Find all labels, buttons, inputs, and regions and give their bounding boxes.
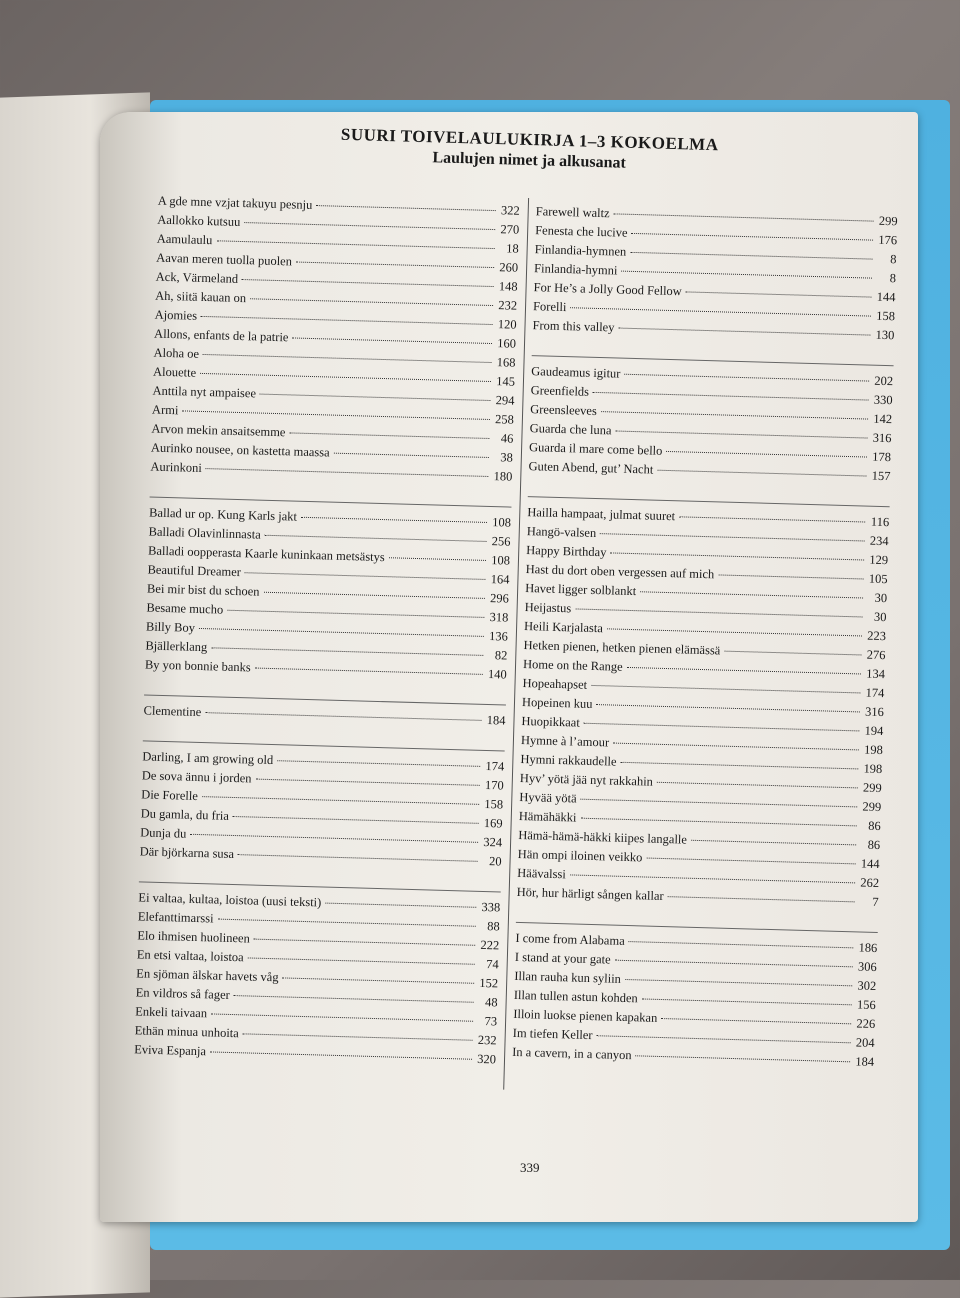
- song-title: Hör, hur härligt sången kallar: [516, 884, 664, 904]
- song-title: Eviva Espanja: [133, 1042, 207, 1059]
- page-ref: 258: [494, 412, 515, 427]
- page-ref: 144: [860, 856, 880, 872]
- song-title: Ah, siitä kauan on: [155, 288, 247, 306]
- song-title: Ajomies: [154, 307, 198, 323]
- dot-leader: [610, 552, 864, 560]
- song-title: Bei mir bist du schoen: [146, 581, 260, 599]
- song-title: Clementine: [143, 703, 202, 720]
- dot-leader: [245, 572, 486, 580]
- song-title: Aurinkoni: [150, 459, 203, 475]
- song-title: Elo ihmisen huolineen: [137, 928, 250, 946]
- song-title: Guarda il mare come bello: [528, 440, 663, 458]
- page-ref: 316: [872, 430, 892, 446]
- page-ref: 232: [498, 298, 518, 313]
- dot-leader: [657, 782, 858, 789]
- dot-leader: [679, 516, 865, 522]
- song-title: Aavan meren tuolla puolen: [156, 250, 293, 269]
- index-group: [528, 355, 893, 486]
- song-title: Där björkarna susa: [139, 844, 235, 862]
- song-title: Finlandia-hymnen: [534, 242, 627, 259]
- song-title: Guten Abend, gut’ Nacht: [528, 459, 654, 477]
- dot-leader: [242, 279, 494, 287]
- dot-leader: [625, 979, 852, 986]
- page-ref: 176: [878, 232, 898, 248]
- dot-leader: [199, 628, 484, 637]
- page-ref: 18: [505, 241, 519, 256]
- song-title: Balladi oopperasta Kaarle kuninkaan metsästys: [147, 543, 385, 565]
- page-ref: 148: [498, 279, 518, 294]
- song-title: Hämähäkki: [518, 808, 577, 825]
- dot-leader: [389, 557, 486, 561]
- song-title: Ethän minua unhoita: [134, 1023, 240, 1041]
- song-title: Alouette: [152, 364, 197, 380]
- page-ref: 184: [486, 713, 506, 728]
- page-ref: 152: [479, 975, 499, 991]
- page-ref: 320: [477, 1051, 497, 1067]
- page-ref: 8: [889, 271, 897, 286]
- page-ref: 105: [868, 571, 888, 587]
- page-ref: 86: [867, 837, 881, 853]
- page-ref: 223: [867, 628, 887, 644]
- song-title: Illan tullen astun kohden: [513, 987, 638, 1006]
- page-ref: 129: [869, 552, 889, 568]
- song-title: Aamulaulu: [156, 231, 213, 248]
- dot-leader: [627, 667, 861, 675]
- dot-leader: [206, 468, 489, 477]
- page-ref: 316: [864, 704, 885, 720]
- song-title: Arvon mekin ansaitsemme: [151, 421, 286, 440]
- page-ref: 299: [878, 213, 898, 229]
- dot-leader: [255, 779, 479, 786]
- song-title: En vildros så fager: [135, 985, 231, 1002]
- dot-leader: [621, 271, 872, 279]
- page-ref: 174: [865, 685, 885, 701]
- song-title: Aloha oe: [153, 345, 200, 361]
- song-title: Ballad ur op. Kung Karls jakt: [148, 505, 298, 524]
- song-title: A gde mne vzjat takuyu pesnju: [157, 193, 313, 212]
- dot-leader: [618, 328, 870, 336]
- page-ref: 302: [857, 978, 877, 993]
- song-title: Allons, enfants de la patrie: [153, 326, 289, 345]
- song-title: Hyv’ yötä jää nyt rakkahin: [519, 770, 654, 789]
- page-ref: 296: [489, 591, 510, 606]
- dot-leader: [580, 818, 856, 827]
- page-ref: 169: [483, 815, 503, 831]
- page-ref: 74: [485, 957, 499, 972]
- index-group: [145, 497, 512, 685]
- page-title: SUURI TOIVELAULUKIRJA 1–3 KOKOELMA: [340, 124, 719, 155]
- page-ref: 186: [858, 940, 878, 956]
- page-ref: 46: [500, 431, 514, 446]
- left-column: [133, 192, 520, 1090]
- page-ref: 178: [872, 449, 892, 465]
- page-ref: 184: [855, 1054, 875, 1069]
- page-ref: 198: [863, 742, 884, 758]
- song-title: De sova ännu i jorden: [141, 768, 252, 786]
- dot-leader: [624, 374, 869, 382]
- page-ref: 20: [488, 854, 502, 869]
- song-title: Hetken pienen, hetken pienen elämässä: [523, 638, 721, 658]
- page-ref: 299: [862, 799, 882, 815]
- index-group: [516, 496, 889, 912]
- page-ref: 306: [857, 959, 877, 975]
- song-title: Bjällerklang: [145, 638, 208, 655]
- dot-leader: [316, 205, 495, 211]
- dot-leader: [630, 252, 872, 260]
- dot-leader: [601, 411, 868, 419]
- song-title: I come from Alabama: [515, 930, 625, 948]
- page-ref: 73: [484, 1014, 498, 1029]
- song-title: Guarda che luna: [529, 421, 612, 438]
- dot-leader: [591, 685, 860, 694]
- page-number: 339: [520, 1160, 540, 1175]
- song-title: Hymne à l’amour: [520, 732, 610, 750]
- song-title: Armi: [151, 402, 179, 418]
- page-ref: 142: [873, 411, 893, 427]
- page-ref: 7: [872, 894, 879, 910]
- page-ref: 30: [874, 590, 888, 606]
- page-ref: 158: [484, 796, 504, 812]
- dot-leader: [250, 298, 493, 306]
- page-ref: 82: [494, 648, 508, 663]
- song-title: Hopeahapset: [522, 676, 588, 692]
- song-title: En etsi valtaa, loistoa: [136, 947, 244, 965]
- dot-leader: [211, 647, 483, 656]
- dot-leader: [289, 432, 489, 439]
- song-title: Huopikkaat: [521, 713, 580, 730]
- song-title: Besame mucho: [146, 600, 224, 617]
- song-title: Forelli: [532, 299, 567, 315]
- dot-leader: [216, 240, 494, 249]
- song-title: Beautiful Dreamer: [147, 562, 242, 580]
- dot-leader: [615, 960, 853, 968]
- song-title: Aurinko nousee, on kastetta maassa: [150, 440, 330, 460]
- song-title: Gaudeamus igitur: [531, 364, 621, 381]
- page-ref: 324: [483, 834, 503, 850]
- dot-leader: [254, 939, 475, 946]
- page-ref: 256: [491, 534, 511, 549]
- dot-leader: [600, 533, 865, 541]
- dot-leader: [202, 796, 479, 805]
- dot-leader: [277, 760, 480, 767]
- dot-leader: [596, 704, 859, 712]
- song-title: Aallokko kutsuu: [157, 212, 241, 229]
- dot-leader: [263, 592, 484, 599]
- page-ref: 299: [862, 780, 882, 796]
- song-title: Illan rauha kun syliin: [514, 968, 622, 986]
- song-title: Hyvää yötä: [519, 789, 577, 806]
- page-ref: 108: [491, 553, 511, 568]
- page-ref: 174: [485, 759, 505, 774]
- song-title: Hymni rakkaudelle: [520, 751, 617, 769]
- index-entry: [143, 701, 505, 730]
- song-title: Hämä-hämä-häkki kiipes langalle: [518, 827, 688, 847]
- dot-leader: [629, 941, 854, 948]
- page-ref: 30: [873, 609, 887, 625]
- dot-leader: [691, 840, 856, 846]
- dot-leader: [210, 1051, 472, 1059]
- page-ref: 194: [864, 723, 884, 739]
- index-group: [150, 192, 520, 487]
- dot-leader: [244, 222, 495, 230]
- page-ref: 262: [860, 875, 880, 891]
- song-title: In a cavern, in a canyon: [512, 1044, 632, 1063]
- dot-leader: [260, 394, 490, 401]
- index-group: [532, 202, 898, 345]
- page-ref: 204: [855, 1035, 875, 1050]
- page-ref: 158: [876, 308, 896, 324]
- dot-leader: [621, 762, 859, 770]
- dot-leader: [636, 1055, 851, 1062]
- page-ref: 8: [890, 252, 897, 267]
- dot-leader: [668, 896, 855, 902]
- dot-leader: [666, 451, 867, 458]
- dot-leader: [616, 431, 868, 439]
- dot-leader: [613, 743, 859, 751]
- dot-leader: [218, 919, 476, 927]
- song-title: Ei valtaa, kultaa, loistoa (uusi teksti): [138, 890, 322, 910]
- page-ref: 108: [492, 515, 512, 530]
- page-ref: 234: [869, 533, 889, 549]
- song-title: Ack, Värmeland: [155, 269, 239, 286]
- dot-leader: [607, 628, 862, 636]
- dot-leader: [205, 712, 481, 721]
- dot-leader: [227, 610, 484, 618]
- page-ref: 38: [500, 450, 514, 465]
- dot-leader: [686, 291, 872, 297]
- song-title: For He’s a Jolly Good Fellow: [533, 280, 683, 299]
- page-ref: 222: [480, 937, 500, 953]
- page-ref: 338: [481, 899, 501, 915]
- song-title: I stand at your gate: [514, 949, 611, 967]
- song-title: Hangö-valsen: [526, 524, 597, 541]
- index-group: [134, 881, 501, 1069]
- dot-leader: [233, 816, 479, 824]
- page-ref: 226: [856, 1016, 876, 1031]
- dot-leader: [584, 723, 860, 732]
- song-title: Heijastus: [524, 600, 572, 616]
- song-title: By yon bonnie banks: [144, 657, 251, 675]
- dot-leader: [640, 591, 863, 598]
- dot-leader: [238, 854, 478, 862]
- page-ref: 322: [500, 203, 520, 218]
- page-ref: 260: [499, 260, 519, 275]
- page-ref: 86: [868, 818, 881, 834]
- dot-leader: [581, 799, 858, 808]
- page-ref: 232: [477, 1032, 497, 1048]
- dot-leader: [642, 998, 852, 1005]
- song-title: Illoin luokse pienen kapakan: [513, 1006, 658, 1025]
- page-ref: 202: [874, 373, 894, 389]
- dot-leader: [190, 834, 478, 843]
- song-title: Häävalssi: [517, 865, 567, 882]
- page-ref: 270: [500, 222, 520, 237]
- dot-leader: [657, 470, 866, 477]
- dot-leader: [265, 535, 487, 542]
- song-title: Farewell waltz: [535, 204, 610, 221]
- page-ref: 48: [484, 995, 498, 1010]
- dot-leader: [201, 316, 493, 325]
- dot-leader: [724, 651, 861, 656]
- song-title: From this valley: [532, 318, 615, 335]
- page-ref: 145: [496, 374, 516, 389]
- dot-leader: [292, 337, 492, 344]
- page-ref: 330: [873, 392, 893, 408]
- right-column: [511, 202, 898, 1100]
- index-group: [512, 922, 878, 1072]
- song-title: Hopeinen kuu: [521, 695, 593, 711]
- index-group: [139, 740, 504, 871]
- dot-leader: [248, 957, 475, 964]
- dot-leader: [211, 1013, 473, 1021]
- dot-leader: [597, 1035, 851, 1043]
- song-title: Finlandia-hymni: [533, 261, 618, 278]
- song-title: Enkeli taivaan: [135, 1004, 208, 1021]
- dot-leader: [334, 453, 489, 458]
- page-ref: 136: [488, 629, 509, 644]
- dot-leader: [646, 858, 855, 865]
- dot-leader: [182, 410, 490, 420]
- dot-leader: [301, 517, 487, 523]
- song-title: Hän ompi iloinen veikko: [517, 846, 643, 865]
- page-ref: 170: [484, 778, 504, 793]
- page-ref: 88: [487, 919, 500, 934]
- dot-leader: [593, 392, 869, 401]
- song-title: Elefanttimarssi: [137, 909, 214, 926]
- dot-leader: [575, 608, 862, 617]
- song-title: Home on the Range: [522, 657, 623, 674]
- page-ref: 120: [497, 317, 517, 332]
- song-title: Balladi Olavinlinnasta: [148, 524, 261, 542]
- dot-leader: [203, 354, 491, 363]
- page-ref: 198: [863, 761, 883, 777]
- dot-leader: [570, 307, 871, 316]
- dot-leader: [614, 213, 874, 221]
- page-ref: 160: [497, 336, 517, 351]
- song-title: Greenfields: [530, 383, 590, 399]
- page-ref: 164: [490, 572, 510, 587]
- song-title: Billy Boy: [145, 619, 196, 635]
- dot-leader: [243, 1033, 473, 1040]
- page-ref: 130: [875, 327, 895, 343]
- dot-leader: [283, 977, 475, 983]
- song-title: Hailla hampaat, julmat suuret: [527, 505, 676, 524]
- song-title: En sjöman älskar havets våg: [136, 966, 279, 985]
- song-title: Dunja du: [140, 825, 187, 841]
- page-ref: 156: [856, 997, 876, 1012]
- song-title: Darling, I am growing old: [142, 749, 274, 768]
- index-columns: [133, 192, 898, 1100]
- dot-leader: [570, 874, 855, 883]
- song-title: Heili Karjalasta: [523, 619, 604, 636]
- dot-leader: [255, 668, 483, 675]
- page-ref: 144: [876, 289, 896, 305]
- song-title: Greensleeves: [530, 402, 598, 418]
- page-ref: 180: [493, 469, 513, 484]
- dot-leader: [234, 995, 474, 1003]
- song-title: Happy Birthday: [526, 543, 607, 560]
- dot-leader: [325, 903, 476, 908]
- song-title: Du gamla, du fria: [140, 806, 230, 823]
- page-ref: 294: [495, 393, 515, 408]
- song-title: Die Forelle: [141, 787, 199, 803]
- index-group: [143, 694, 506, 730]
- page-ref: 318: [489, 610, 509, 625]
- page-ref: 116: [870, 514, 890, 530]
- page-content: [131, 120, 900, 1200]
- dot-leader: [296, 262, 494, 269]
- dot-leader: [661, 1018, 851, 1024]
- dot-leader: [631, 233, 873, 241]
- page-subtitle: Laulujen nimet ja alkusanat: [432, 149, 627, 172]
- song-title: Havet ligger solblankt: [525, 581, 637, 599]
- dot-leader: [718, 574, 863, 579]
- song-title: Im tiefen Keller: [512, 1025, 593, 1043]
- page-ref: 140: [487, 667, 507, 682]
- page-ref: 168: [496, 355, 516, 370]
- page-ref: 157: [871, 468, 891, 484]
- dot-leader: [200, 373, 491, 382]
- page-ref: 134: [866, 666, 886, 682]
- song-title: Hast du dort oben vergessen auf mich: [525, 562, 715, 582]
- page-ref: 276: [866, 647, 886, 663]
- song-title: Anttila nyt ampaisee: [152, 383, 257, 401]
- song-title: Fenesta che lucive: [535, 223, 628, 240]
